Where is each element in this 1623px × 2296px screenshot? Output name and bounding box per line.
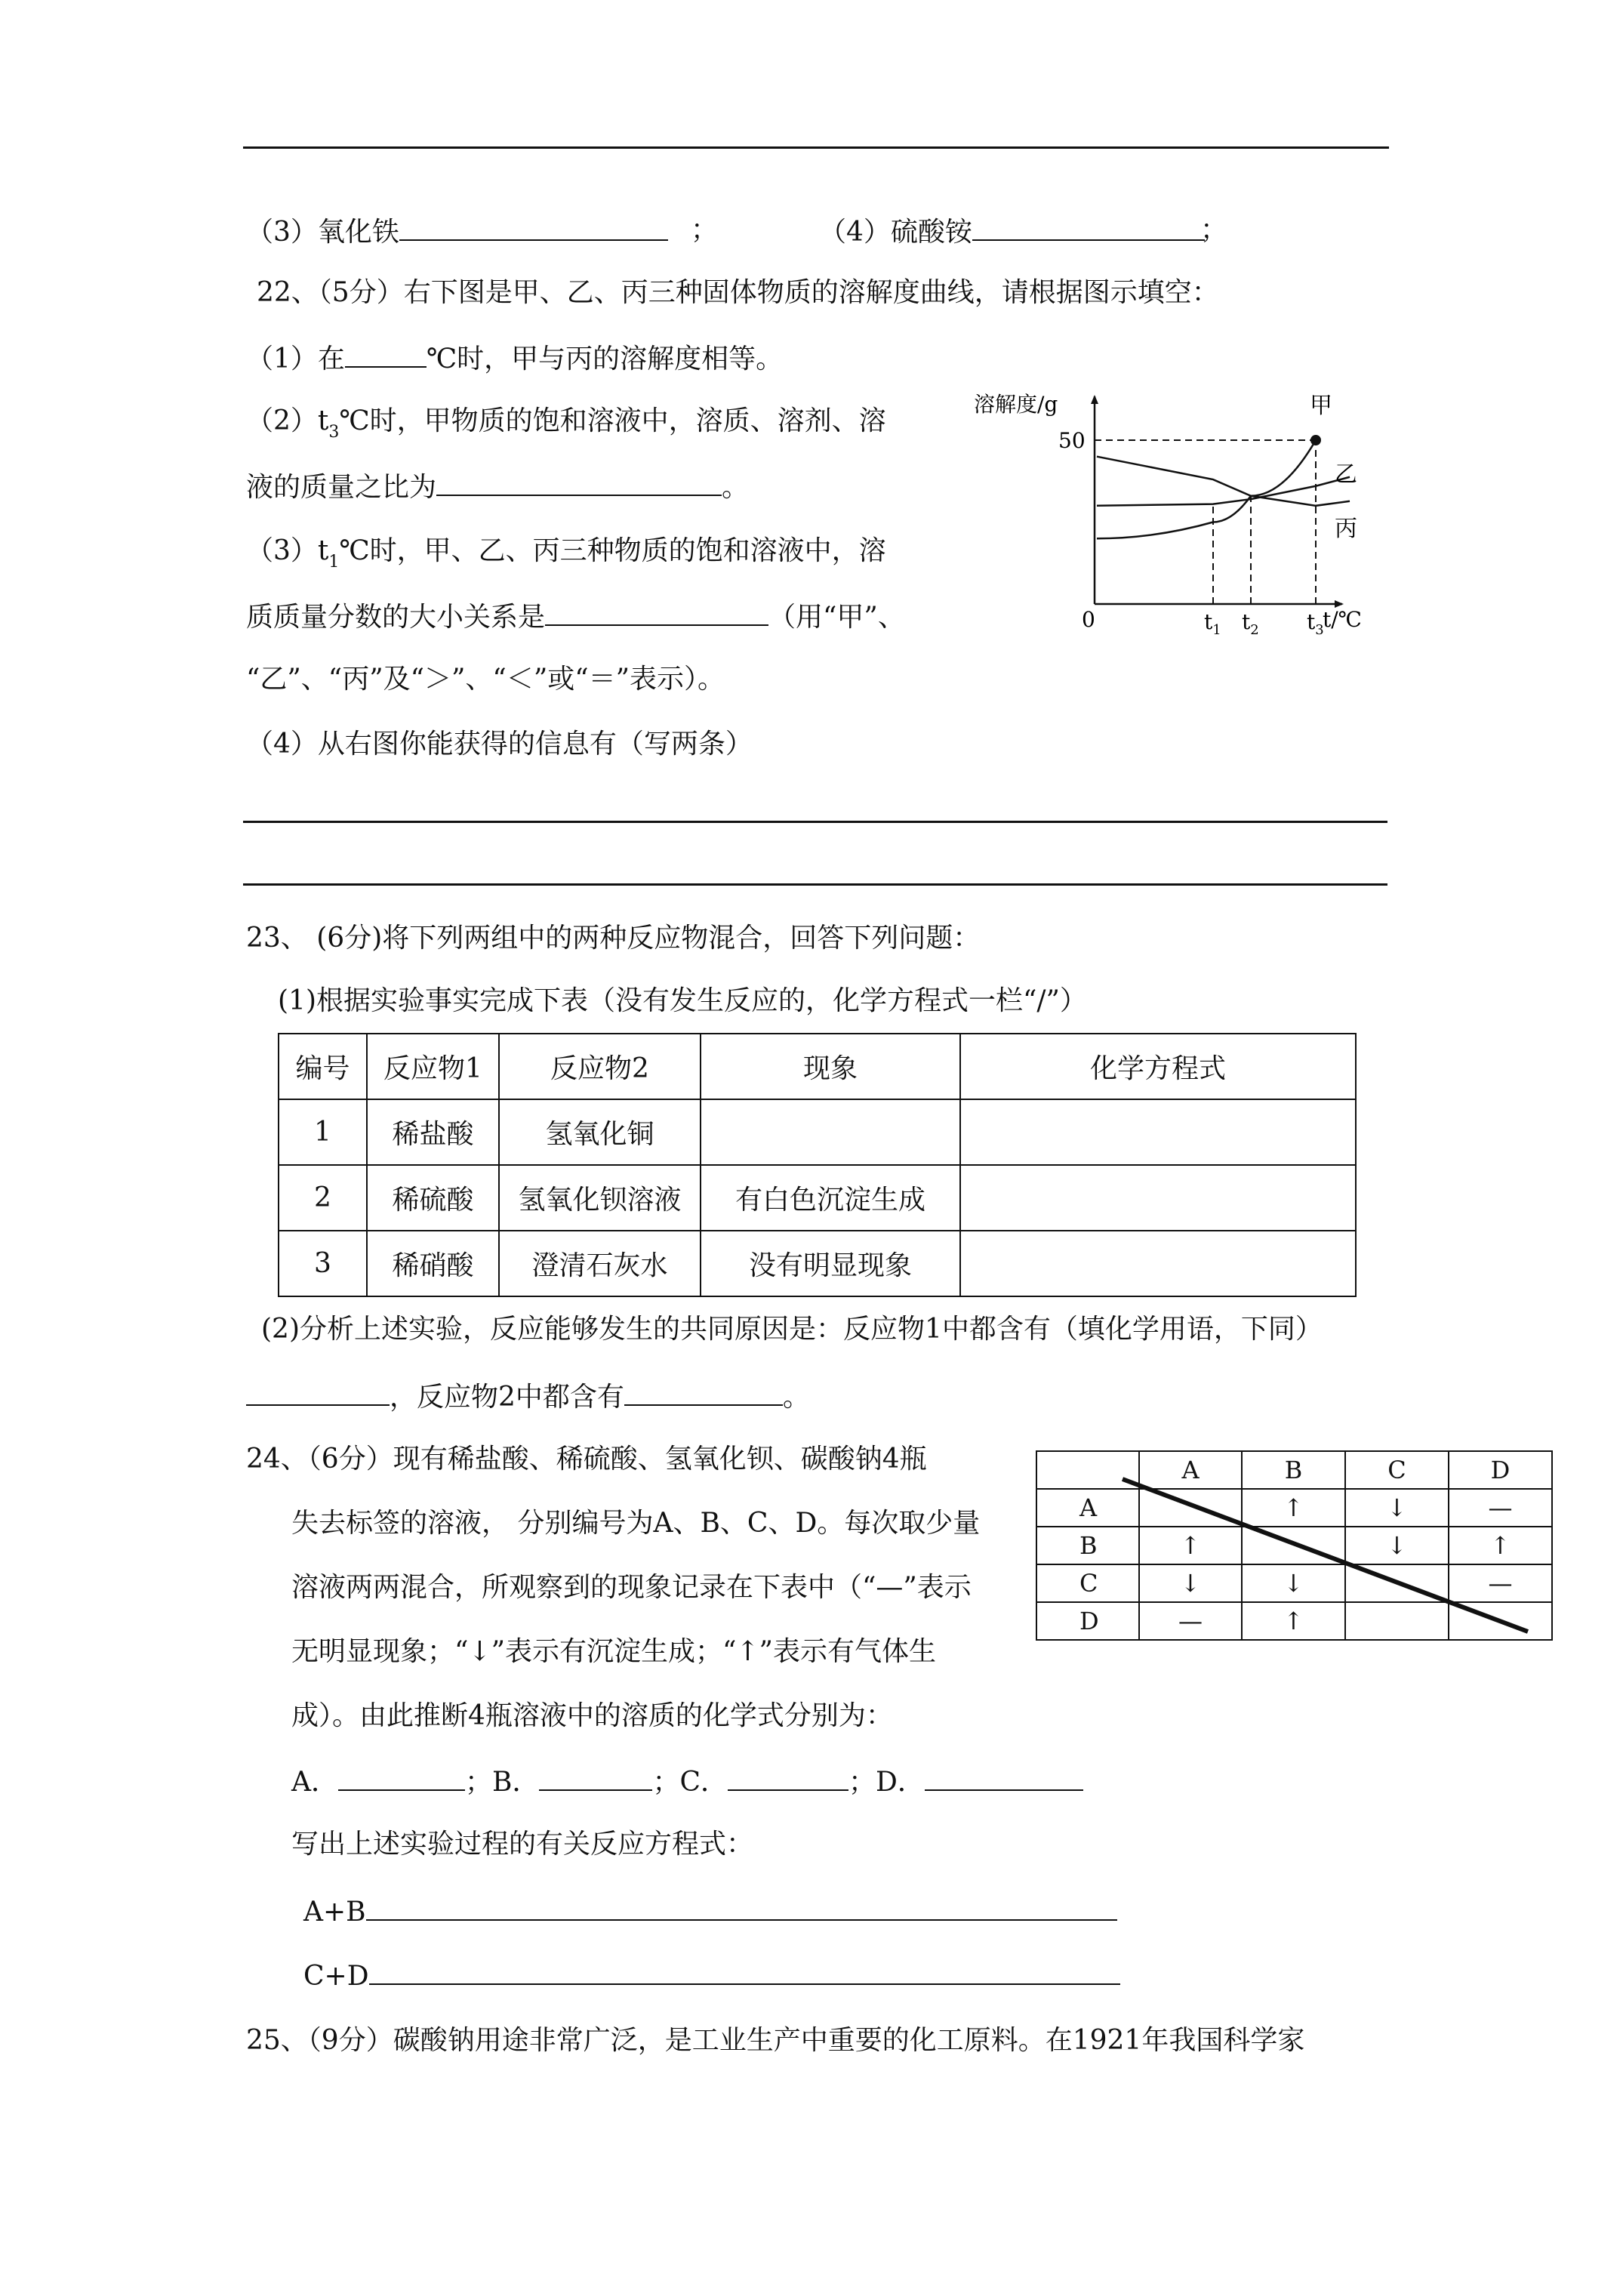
q22-part2-line1 (246, 405, 886, 442)
q24-eq2 (303, 1961, 1120, 1990)
y-tick-label: 50 (1058, 428, 1086, 453)
header-number: 编号 (279, 1034, 367, 1099)
cell-equation[interactable] (960, 1099, 1356, 1165)
q21-item3-label: （3）氧化铁 (246, 217, 399, 248)
cell-reactant2: 氢氧化钡溶液 (499, 1165, 701, 1231)
eq2-label: C+D (303, 1961, 369, 1992)
series-line-2 (1097, 477, 1350, 506)
eq2-blank[interactable] (369, 1961, 1120, 1985)
matrix-cell: ↑ (1242, 1489, 1345, 1527)
series-line-3 (1097, 457, 1350, 506)
q22-part4: （4）从右图你能获得的信息有（写两条） (246, 729, 753, 760)
matrix-cell: ↑ (1242, 1602, 1345, 1640)
matrix-cell: — (1449, 1489, 1552, 1527)
q21-item3-line (246, 217, 668, 246)
series-line-1 (1097, 440, 1316, 538)
matrix-row-label: B (1036, 1527, 1139, 1564)
x-tick-label: $t_3$ (1307, 609, 1324, 638)
q21-semicolon-a: ； (691, 214, 719, 245)
q22-part3-a: （3）t (246, 535, 329, 566)
eq1-blank[interactable] (366, 1897, 1117, 1921)
q22-part2-b: ℃时，甲物质的饱和溶液中，溶质、溶剂、溶 (339, 405, 886, 436)
table-row (279, 1165, 1356, 1231)
q23-sub2-line2 (246, 1382, 810, 1411)
series-label: 乙 (1335, 461, 1357, 488)
series-label: 丙 (1335, 516, 1357, 542)
q23-sub2-b: ，反应物2中都含有 (390, 1382, 624, 1413)
top-rule (243, 146, 1389, 149)
table-row (279, 1231, 1356, 1296)
q22-part3-c: 质质量分数的大小关系是 (246, 602, 546, 633)
cell-reactant1: 稀硫酸 (367, 1165, 499, 1231)
q21-item3-blank[interactable] (399, 217, 668, 241)
q21-semicolon-b: ； (1200, 214, 1228, 245)
q22-answer-line-1[interactable] (243, 821, 1387, 823)
matrix-cell: — (1449, 1564, 1552, 1602)
q21-item4-label: （4）硫酸铵 (819, 217, 972, 248)
q22-part2-c: 液的质量之比为 (246, 472, 437, 503)
eq1-label: A+B (303, 1897, 366, 1928)
chart-xlabel: t/℃ (1323, 607, 1363, 632)
matrix-row-label: C (1036, 1564, 1139, 1602)
q24-answers (291, 1767, 1083, 1796)
answer-d-blank[interactable] (925, 1767, 1083, 1791)
matrix-cell: ↓ (1345, 1489, 1449, 1527)
x-tick-label: $t_2$ (1242, 609, 1259, 638)
q24-line3: 溶液两两混合，所观察到的现象记录在下表中（“—”表示 (291, 1572, 972, 1603)
q22-part3-line1 (246, 535, 886, 572)
q22-part1 (246, 344, 783, 373)
cell-reactant2: 氢氧化铜 (499, 1099, 701, 1165)
q22-part3-d: （用“甲”、 (768, 602, 905, 633)
q23-sub1: (1)根据实验事实完成下表（没有发生反应的，化学方程式一栏“/”） (278, 985, 1087, 1016)
q24-line5: 成）。由此推断4瓶溶液中的溶质的化学式分别为： (291, 1700, 893, 1731)
header-equation: 化学方程式 (960, 1034, 1356, 1099)
q24-write-eq: 写出上述实验过程的有关反应方程式： (291, 1829, 754, 1860)
matrix-cell: ↑ (1449, 1527, 1552, 1564)
cell-equation[interactable] (960, 1231, 1356, 1296)
q22-part2-d: 。 (722, 472, 750, 503)
q23-sub2-line1: (2)分析上述实验，反应能够发生的共同原因是：反应物1中都含有（填化学用语，下同） (261, 1314, 1323, 1345)
answer-c-label: ；C． (652, 1767, 728, 1798)
cell-reactant2: 澄清石灰水 (499, 1231, 701, 1296)
answer-a-blank[interactable] (338, 1767, 465, 1791)
observation-matrix-wrap (1036, 1450, 1551, 1639)
cell-number: 2 (279, 1165, 367, 1231)
header-reactant2: 反应物2 (499, 1034, 701, 1099)
cell-reactant1: 稀硝酸 (367, 1231, 499, 1296)
answer-a-label: A． (291, 1767, 338, 1798)
q22-part2-blank[interactable] (436, 472, 722, 496)
q22-answer-line-2[interactable] (243, 883, 1387, 886)
matrix-diagonal (1036, 1450, 1551, 1639)
table-row (279, 1099, 1356, 1165)
cell-number: 1 (279, 1099, 367, 1165)
x-tick-label: $t_1$ (1204, 609, 1221, 638)
matrix-cell: ↓ (1242, 1564, 1345, 1602)
q24-eq1 (303, 1897, 1117, 1926)
matrix-col-d: D (1449, 1451, 1552, 1489)
matrix-row-label: A (1036, 1489, 1139, 1527)
q23-sub2-c: 。 (782, 1382, 810, 1413)
q22-part1-b: ℃时，甲与丙的溶解度相等。 (426, 344, 784, 374)
reaction-table-header (279, 1034, 1356, 1099)
matrix-cell: ↑ (1139, 1527, 1242, 1564)
cell-phenomenon: 没有明显现象 (701, 1231, 960, 1296)
answer-b-label: ；B． (465, 1767, 540, 1798)
cell-equation[interactable] (960, 1165, 1356, 1231)
matrix-col-b: B (1242, 1451, 1345, 1489)
q22-part3-sub: 1 (328, 553, 340, 572)
cell-reactant1: 稀盐酸 (367, 1099, 499, 1165)
answer-d-label: ；D． (848, 1767, 925, 1798)
matrix-cell: ↓ (1345, 1527, 1449, 1564)
q22-part3-b: ℃时，甲、乙、丙三种物质的饱和溶液中，溶 (339, 535, 886, 566)
q25-line1: 25、（9分）碳酸钠用途非常广泛，是工业生产中重要的化工原料。在1921年我国科学家 (246, 2025, 1305, 2056)
q22-part1-blank[interactable] (345, 344, 427, 368)
reaction-table (278, 1033, 1357, 1297)
q22-part3-line2 (246, 602, 905, 631)
q22-part3-blank[interactable] (545, 602, 768, 626)
q21-item4-line (819, 217, 1205, 246)
matrix-cell: — (1139, 1602, 1242, 1640)
q22-part2-line2 (246, 472, 749, 501)
cell-phenomenon[interactable] (701, 1099, 960, 1165)
q24-line2: 失去标签的溶液， 分别编号为A、B、C、D。每次取少量 (291, 1508, 981, 1539)
matrix-cell: ↓ (1139, 1564, 1242, 1602)
matrix-row-label: D (1036, 1602, 1139, 1640)
q22-part2-sub: 3 (328, 423, 340, 442)
q22-heading: 22、（5分）右下图是甲、乙、丙三种固体物质的溶解度曲线，请根据图示填空： (257, 277, 1219, 308)
q22-part3-line3: “乙”、“丙”及“＞”、“＜”或“＝”表示）。 (246, 664, 725, 695)
header-phenomenon: 现象 (701, 1034, 960, 1099)
q24-line1: 24、（6分）现有稀盐酸、稀硫酸、氢氧化钡、碳酸钠4瓶 (246, 1444, 927, 1475)
q21-item4-blank[interactable] (972, 217, 1205, 241)
q23-blank-2[interactable] (624, 1382, 783, 1406)
jia-t3-point (1310, 435, 1321, 445)
matrix-col-a: A (1139, 1451, 1242, 1489)
q23-heading: 23、 (6分)将下列两组中的两种反应物混合，回答下列问题： (246, 923, 981, 954)
header-reactant1: 反应物1 (367, 1034, 499, 1099)
chart-ylabel: 溶解度/g (974, 392, 1058, 417)
answer-c-blank[interactable] (728, 1767, 848, 1791)
solubility-chart (974, 381, 1397, 642)
q22-part2-a: （2）t (246, 405, 329, 436)
cell-number: 3 (279, 1231, 367, 1296)
series-label: 甲 (1310, 393, 1332, 419)
q22-part1-a: （1）在 (246, 344, 345, 374)
q24-line4: 无明显现象；“↓”表示有沉淀生成；“↑”表示有气体生 (291, 1636, 936, 1667)
chart-origin-label: 0 (1082, 607, 1095, 632)
answer-b-blank[interactable] (539, 1767, 652, 1791)
matrix-col-c: C (1345, 1451, 1449, 1489)
q23-blank-1[interactable] (246, 1382, 390, 1406)
cell-phenomenon: 有白色沉淀生成 (701, 1165, 960, 1231)
